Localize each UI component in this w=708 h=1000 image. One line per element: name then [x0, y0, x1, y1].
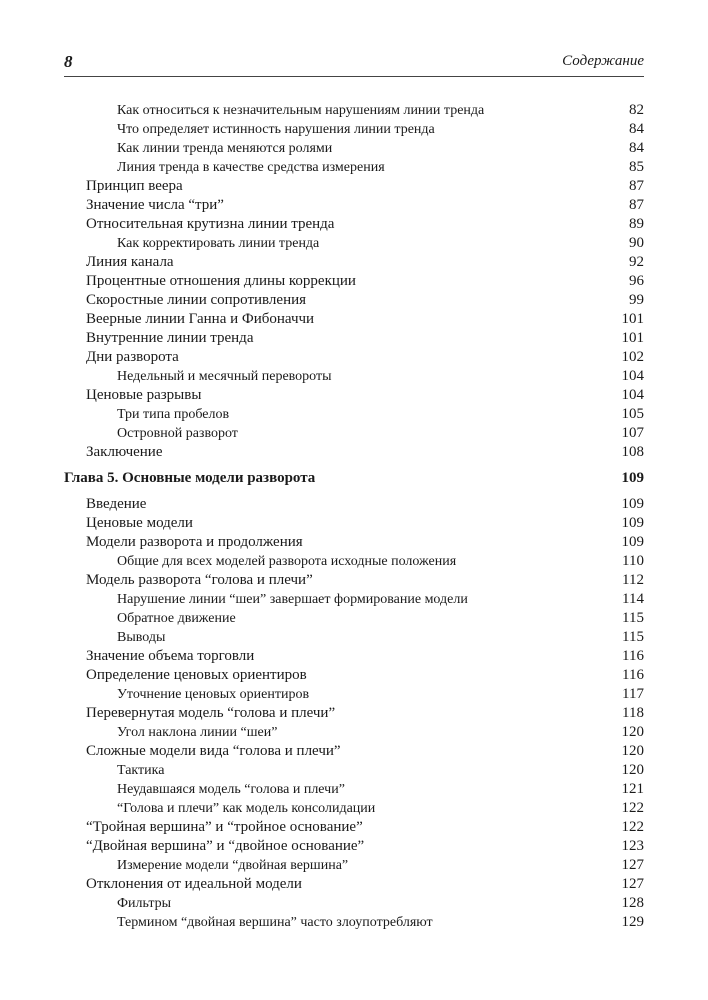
toc-entry-page: 117	[622, 686, 644, 702]
toc-entry	[64, 158, 644, 177]
toc-entry-page: 116	[622, 648, 644, 664]
toc-entry-page: 85	[629, 159, 644, 175]
toc-entry-title: Значение объема торговли	[86, 648, 255, 664]
toc-entry	[64, 196, 644, 215]
toc-entry	[64, 875, 644, 894]
toc-entry-title: Тактика	[117, 763, 165, 778]
toc-entry	[64, 533, 644, 552]
toc-entry-title: Дни разворота	[86, 349, 179, 365]
toc-entry-title: Нарушение линии “шеи” завершает формирование модели	[117, 592, 468, 607]
toc-entry	[64, 552, 644, 571]
toc-entry-page: 116	[622, 667, 644, 683]
toc-entry-page: 127	[621, 876, 644, 892]
toc-entry	[64, 628, 644, 647]
toc-entry	[64, 386, 644, 405]
toc-entry	[64, 913, 644, 932]
page-header	[64, 52, 644, 77]
toc-entry-title: Фильтры	[117, 896, 172, 911]
toc-entry-page: 102	[621, 349, 644, 365]
toc-entry-title: “Двойная вершина” и “двойное основание”	[86, 838, 365, 854]
toc-entry	[64, 424, 644, 443]
toc-entry	[64, 837, 644, 856]
toc-entry-page: 87	[629, 197, 644, 213]
toc-entry-page: 109	[621, 496, 644, 512]
toc-entry	[64, 443, 644, 462]
toc-entry	[64, 405, 644, 424]
toc-entry-title: Что определяет истинность нарушения линии тренда	[117, 122, 435, 137]
toc-entry-title: Неудавшаяся модель “голова и плечи”	[117, 782, 345, 797]
toc-entry-page: 101	[621, 311, 644, 327]
toc-entry-title: Три типа пробелов	[117, 407, 230, 422]
toc-entry	[64, 329, 644, 348]
toc-entry-title: Ценовые модели	[86, 515, 193, 531]
toc-entry-page: 87	[629, 178, 644, 194]
toc-entry-page: 90	[629, 235, 644, 251]
toc-entry	[64, 367, 644, 386]
toc-entry-title: Общие для всех моделей разворота исходные положения	[117, 554, 457, 569]
toc-entry-page: 120	[621, 724, 644, 740]
toc-entry-page: 121	[621, 781, 644, 797]
toc-entry-page: 101	[621, 330, 644, 346]
toc-entry-page: 118	[622, 705, 644, 721]
toc-entry-title: Как корректировать линии тренда	[117, 236, 320, 251]
toc-entry-page: 109	[621, 534, 644, 550]
toc-entry	[64, 818, 644, 837]
toc-entry	[64, 571, 644, 590]
toc-entry	[64, 704, 644, 723]
toc-entry-title: Термином “двойная вершина” часто злоупотребляют	[117, 915, 433, 930]
toc-entry-page: 112	[622, 572, 644, 588]
toc-entry-page: 105	[621, 406, 644, 422]
toc-entry-page: 120	[621, 762, 644, 778]
toc-entry	[64, 177, 644, 196]
toc-entry-title: Отклонения от идеальной модели	[86, 876, 302, 892]
toc-entry	[64, 856, 644, 875]
toc-entry-page: 96	[629, 273, 644, 289]
toc-entry	[64, 723, 644, 742]
toc-entry	[64, 590, 644, 609]
toc-entry-page: 114	[622, 591, 644, 607]
table-of-contents	[64, 101, 644, 932]
toc-entry-page: 115	[622, 610, 644, 626]
toc-entry-title: Веерные линии Ганна и Фибоначчи	[86, 311, 315, 327]
toc-entry	[64, 234, 644, 253]
toc-entry-page: 129	[621, 914, 644, 930]
toc-entry-title: Относительная крутизна линии тренда	[86, 216, 335, 232]
toc-entry-page: 109	[621, 470, 644, 486]
toc-entry-page: 128	[621, 895, 644, 911]
toc-entry	[64, 647, 644, 666]
toc-entry-page: 89	[629, 216, 644, 232]
toc-entry	[64, 101, 644, 120]
toc-entry-title: Внутренние линии тренда	[86, 330, 254, 346]
toc-entry-title: Как линии тренда меняются ролями	[117, 141, 333, 156]
toc-entry-title: Скоростные линии сопротивления	[86, 292, 307, 308]
toc-entry-title: Модель разворота “голова и плечи”	[86, 572, 313, 588]
toc-entry-title: Принцип веера	[86, 178, 183, 194]
toc-entry-title: Измерение модели “двойная вершина”	[117, 858, 349, 873]
toc-entry-page: 84	[629, 121, 644, 137]
running-title: Содержание	[562, 53, 644, 69]
toc-entry	[64, 495, 644, 514]
toc-entry	[64, 139, 644, 158]
toc-entry-page: 115	[622, 629, 644, 645]
toc-entry-page: 84	[629, 140, 644, 156]
toc-entry-page: 109	[621, 515, 644, 531]
toc-entry-title: “Голова и плечи” как модель консолидации	[117, 801, 376, 816]
toc-entry-title: Определение ценовых ориентиров	[86, 667, 307, 683]
toc-entry-page: 99	[629, 292, 644, 308]
toc-entry-page: 92	[629, 254, 644, 270]
toc-entry	[64, 272, 644, 291]
toc-entry-title: Глава 5. Основные модели разворота	[64, 470, 316, 486]
toc-entry	[64, 799, 644, 818]
toc-entry-page: 82	[629, 102, 644, 118]
toc-entry-title: Как относиться к незначительным нарушениям линии тренда	[117, 103, 485, 118]
toc-entry-title: Перевернутая модель “голова и плечи”	[86, 705, 336, 721]
toc-entry-title: Модели разворота и продолжения	[86, 534, 303, 550]
toc-entry	[64, 609, 644, 628]
toc-entry	[64, 215, 644, 234]
toc-entry-page: 120	[621, 743, 644, 759]
toc-entry	[64, 120, 644, 139]
toc-entry-title: Заключение	[86, 444, 163, 460]
toc-entry-title: Выводы	[117, 630, 166, 645]
toc-entry-title: Процентные отношения длины коррекции	[86, 273, 356, 289]
page-number: 8	[64, 52, 73, 71]
toc-entry	[64, 894, 644, 913]
toc-entry-title: Введение	[86, 496, 147, 512]
toc-entry-page: 104	[621, 368, 644, 384]
toc-entry	[64, 310, 644, 329]
toc-entry-page: 123	[621, 838, 644, 854]
toc-entry-title: Недельный и месячный перевороты	[117, 369, 332, 384]
toc-entry-page: 122	[621, 800, 644, 816]
toc-entry	[64, 685, 644, 704]
toc-entry-page: 108	[621, 444, 644, 460]
toc-entry	[64, 253, 644, 272]
toc-entry-page: 110	[622, 553, 644, 569]
toc-entry-title: Сложные модели вида “голова и плечи”	[86, 743, 341, 759]
toc-entry-page: 122	[621, 819, 644, 835]
toc-entry-title: Островной разворот	[117, 426, 238, 441]
toc-entry	[64, 291, 644, 310]
toc-entry-title: Линия канала	[86, 254, 174, 270]
toc-entry-title: Ценовые разрывы	[86, 387, 202, 403]
toc-entry-title: Значение числа “три”	[86, 197, 224, 213]
toc-entry-title: Линия тренда в качестве средства измерения	[117, 160, 385, 175]
toc-entry-page: 107	[621, 425, 644, 441]
toc-entry-page: 104	[621, 387, 644, 403]
toc-entry	[64, 742, 644, 761]
toc-entry-title: Уточнение ценовых ориентиров	[117, 687, 310, 702]
toc-entry-title: Обратное движение	[117, 611, 236, 626]
chapter-heading	[64, 469, 644, 488]
toc-entry-title: “Тройная вершина” и “тройное основание”	[86, 819, 363, 835]
toc-entry	[64, 666, 644, 685]
toc-entry-page: 127	[621, 857, 644, 873]
toc-entry	[64, 514, 644, 533]
toc-entry	[64, 780, 644, 799]
toc-entry	[64, 348, 644, 367]
toc-entry-title: Угол наклона линии “шеи”	[117, 725, 278, 740]
toc-entry	[64, 761, 644, 780]
